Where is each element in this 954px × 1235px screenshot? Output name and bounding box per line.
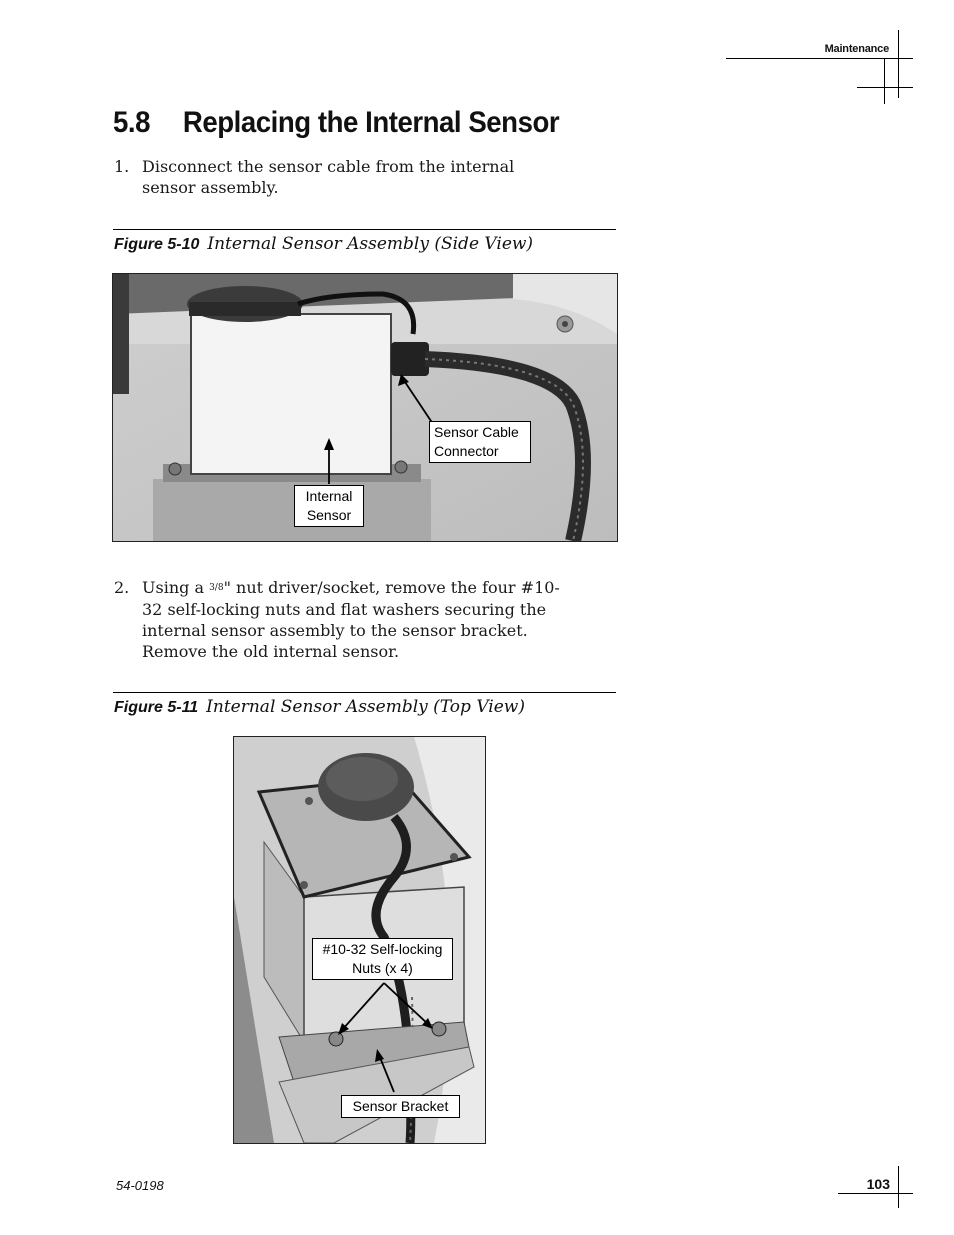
section-number: 5.8 — [113, 106, 151, 139]
callout-self-locking-nuts — [312, 938, 453, 980]
step-text-part: Using a — [142, 578, 210, 597]
fraction: 3/8 — [209, 583, 224, 593]
page-title — [113, 106, 559, 140]
step-number: 2. — [114, 578, 130, 597]
callout-internal-sensor — [294, 485, 364, 527]
document-number: 54-0198 — [116, 1178, 164, 1193]
step-text — [142, 577, 567, 662]
figure-photo-top-view — [233, 736, 486, 1144]
header-crop-mark-horizontal — [857, 87, 913, 88]
figure-label: Figure 5-10 — [114, 236, 200, 253]
figure-photo-side-view — [112, 273, 618, 542]
figure-description: Internal Sensor Assembly (Top View) — [206, 697, 525, 717]
figure-label: Figure 5-11 — [114, 699, 199, 716]
page-number: 103 — [866, 1176, 890, 1192]
callout-text: Sensor Cable — [434, 424, 519, 440]
step-2 — [114, 577, 594, 665]
footer-rule — [838, 1193, 913, 1194]
section-header: Maintenance — [824, 43, 889, 55]
callout-text: Sensor — [306, 507, 352, 523]
step-text-part: " nut driver/socket, remove the four #10-32 self-locking nuts and flat washers securing the internal sensor assembly to the sensor bracket. Remove the old internal sensor. — [142, 578, 560, 661]
callout-sensor-bracket — [341, 1095, 460, 1118]
callout-text: #10-32 Self-locking — [322, 941, 443, 957]
step-number: 1. — [114, 157, 130, 176]
section-title: Replacing the Internal Sensor — [182, 106, 560, 139]
figure-rule — [113, 692, 616, 693]
footer-crop-mark-vertical — [898, 1166, 899, 1208]
figure-description: Internal Sensor Assembly (Side View) — [207, 234, 534, 254]
figure-rule — [113, 229, 616, 230]
callout-text: Nuts (x 4) — [352, 960, 413, 976]
callout-text: Connector — [434, 443, 499, 459]
header-crop-mark-vertical-2 — [884, 58, 885, 104]
callout-text: Internal — [305, 488, 353, 504]
step-1 — [114, 156, 594, 200]
figure-caption — [114, 234, 533, 254]
figure-caption — [114, 697, 525, 717]
step-text: Disconnect the sensor cable from the internal sensor assembly. — [142, 157, 515, 197]
sensor-side-view-illustration — [113, 274, 617, 541]
callout-sensor-cable-connector — [429, 421, 531, 463]
callout-text: Sensor Bracket — [352, 1098, 449, 1114]
